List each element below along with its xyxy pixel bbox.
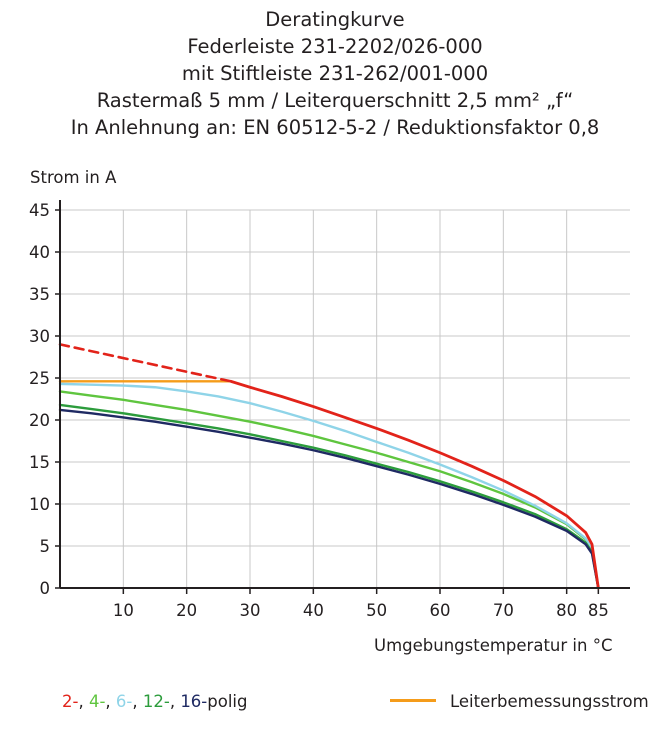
legend-poles-suffix: polig [207, 692, 248, 711]
y-tick-label: 25 [29, 369, 50, 388]
y-tick-label: 20 [29, 411, 50, 430]
chart-legend [0, 692, 670, 732]
series-line-6-polig [60, 384, 598, 588]
title-line-4: Rastermaß 5 mm / Leiterquerschnitt 2,5 mm² „f“ [96, 89, 574, 112]
x-tick-label: 85 [587, 601, 609, 620]
x-tick-label: 80 [556, 601, 578, 620]
x-tick-label: 60 [429, 601, 451, 620]
legend-current-item [390, 692, 649, 711]
x-tick-label: 20 [176, 601, 198, 620]
legend-current-label: Leiterbemessungsstrom [450, 692, 649, 711]
y-tick-label: 45 [29, 201, 50, 220]
legend-poles [62, 692, 247, 711]
y-tick-label: 0 [39, 579, 50, 598]
legend-pole-1: 2- [62, 692, 79, 711]
title-line-1: Deratingkurve [265, 8, 405, 31]
y-tick-label: 35 [29, 285, 50, 304]
legend-separator: , [78, 692, 89, 711]
y-tick-label: 15 [29, 453, 50, 472]
title-line-3: mit Stiftleiste 231-262/001-000 [181, 62, 489, 85]
legend-separator: , [132, 692, 143, 711]
legend-pole-4: 12- [142, 692, 170, 711]
title-line-5: In Anlehnung an: EN 60512-5-2 / Reduktionsfaktor 0,8 [70, 116, 600, 139]
legend-pole-5: 16- [180, 692, 208, 711]
legend-pole-2: 4- [88, 692, 106, 711]
deratingkurve-plot [0, 168, 670, 638]
x-axis-label: Umgebungstemperatur in °C [374, 636, 613, 655]
y-tick-label: 30 [29, 327, 50, 346]
legend-separator: , [169, 692, 181, 711]
y-tick-label: 40 [29, 243, 50, 262]
title-line-2: Federleiste 231-2202/026-000 [187, 35, 483, 58]
y-tick-label: 5 [39, 537, 50, 556]
x-tick-label: 40 [302, 601, 324, 620]
legend-pole-3: 6- [115, 692, 133, 711]
x-tick-label: 50 [366, 601, 388, 620]
x-tick-label: 30 [239, 601, 261, 620]
chart-area [0, 168, 670, 688]
y-axis-label: Strom in A [30, 168, 117, 187]
x-tick-label: 70 [492, 601, 514, 620]
x-tick-label: 10 [112, 601, 134, 620]
legend-swatch-current [390, 699, 436, 702]
chart-title-block [0, 0, 670, 141]
y-tick-label: 10 [29, 495, 50, 514]
series-line-dashed-2-polig [60, 344, 231, 381]
legend-separator: , [105, 692, 116, 711]
